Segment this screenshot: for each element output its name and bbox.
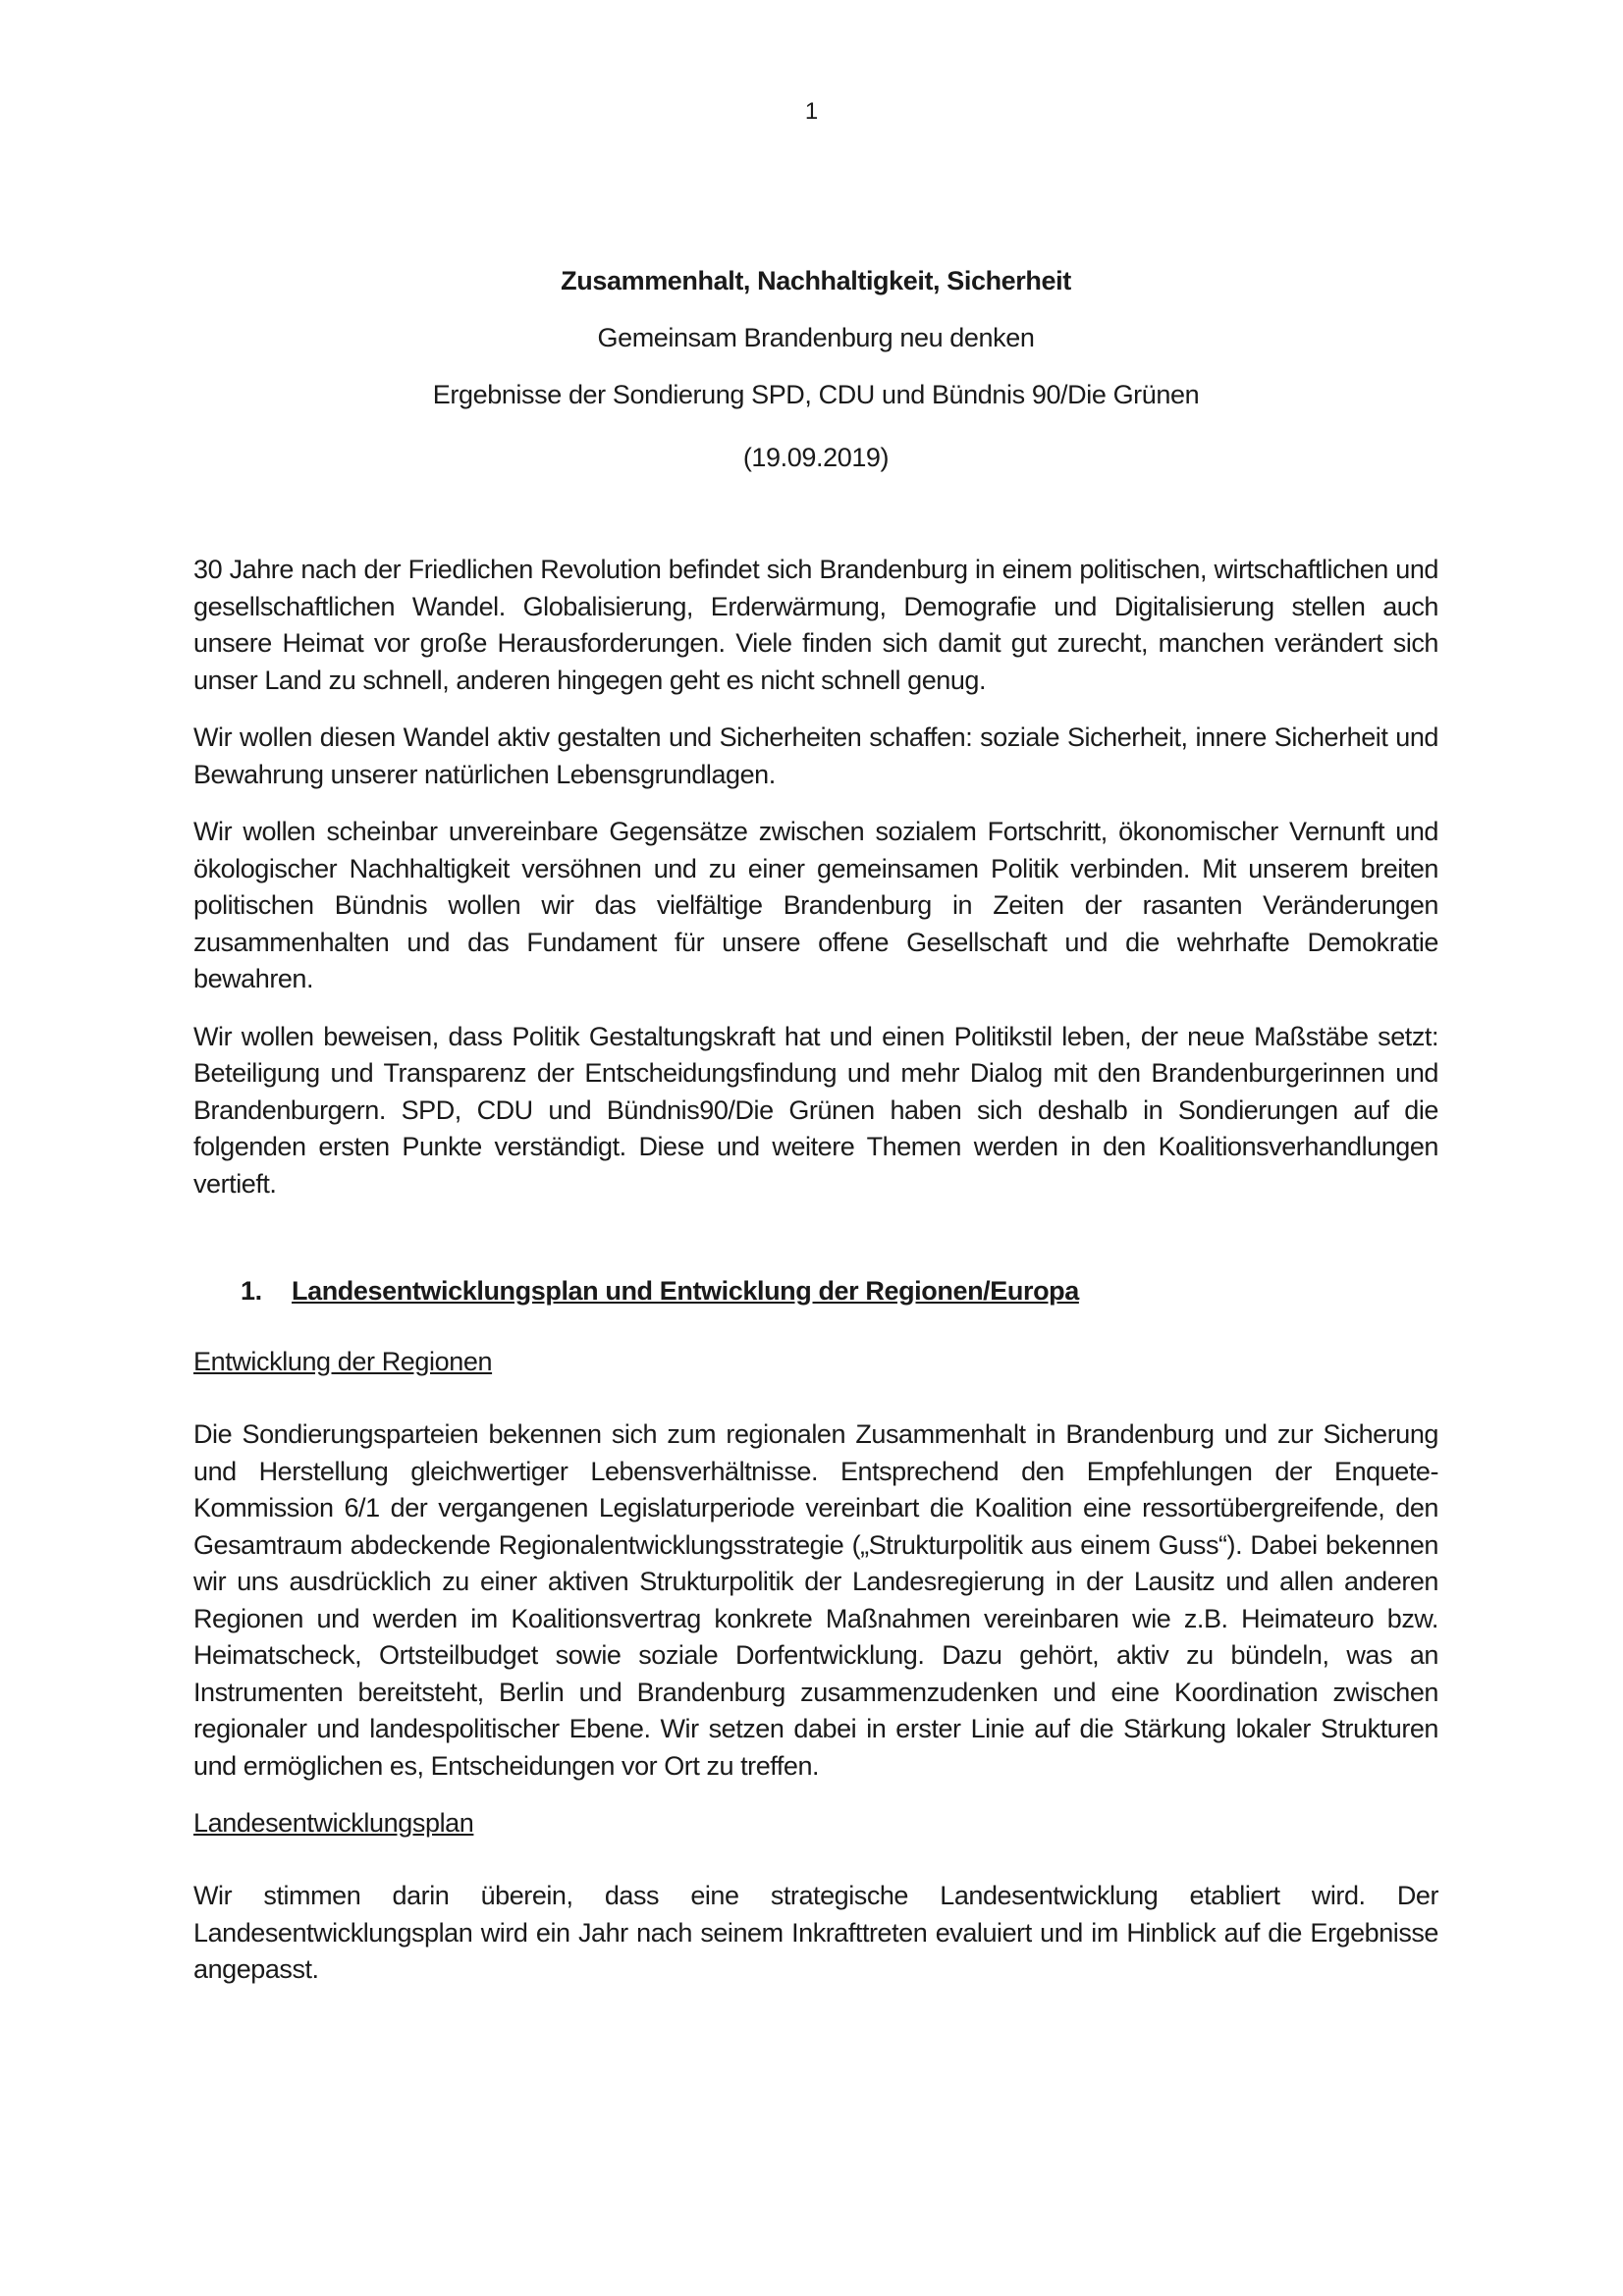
page-number: 1 [804,98,819,125]
document-title: Zusammenhalt, Nachhaltigkeit, Sicherheit [561,266,1071,295]
document-body [193,263,1438,2009]
intro-paragraph: Wir wollen beweisen, dass Politik Gestaltungskraft hat und einen Politikstil leben, der neue Maßstäbe setzt: Beteiligung und Transparenz der Entscheidungsfindung und mehr Dialog mit den Brandenburgerinnen und Brandenburgern. SPD, CDU und Bündnis90/Die Grünen haben sich deshalb in Sondierungen auf die folgenden ersten Punkte verständigt. Diese und weitere Themen werden in den Koalitionsverhandlungen vertieft. [193,1021,1438,1199]
section-heading [241,1273,1438,1308]
document-subtitle: Gemeinsam Brandenburg neu denken [597,323,1035,352]
section-title: Landesentwicklungsplan und Entwicklung der Regionen/Europa [292,1276,1079,1306]
development-plan-paragraph: Wir stimmen darin überein, dass eine strategische Landesentwicklung etabliert wird. Der Landesentwicklungsplan wird ein Jahr nach seinem Inkrafttreten evaluiert und im Hinblick auf die Ergebnisse angepasst. [193,1881,1438,1984]
intro-paragraph: Wir wollen scheinbar unvereinbare Gegensätze zwischen sozialem Fortschritt, ökonomischer Vernunft und ökologischer Nachhaltigkeit versöhnen und zu einer gemeinsamen Politik verbinden. Mit unserem breiten politischen Bündnis wollen wir das vielfältige Brandenburg in Zeiten der rasanten Veränderungen zusammenhalten und das Fundament für unsere offene Gesellschaft und die wehrhafte Demokratie bewahren. [193,817,1438,993]
section-number: 1. [241,1276,262,1306]
intro-paragraph: Wir wollen diesen Wandel aktiv gestalten und Sicherheiten schaffen: soziale Sicherheit, innere Sicherheit und Bewahrung unserer natürlichen Lebensgrundlagen. [193,722,1438,789]
document-date: (19.09.2019) [742,443,890,472]
regions-paragraph: Die Sondierungsparteien bekennen sich zum regionalen Zusammenhalt in Brandenburg und zur Sicherung und Herstellung gleichwertiger Lebensverhältnisse. Entsprechend den Empfehlungen der Enquete-Kommission 6/1 der vergangenen Legislaturperiode vereinbart die Koalition eine ressortübergreifende, den Gesamtraum abdeckende Regionalentwicklungsstrategie („Strukturpolitik aus einem Guss“). Dabei bekennen wir uns ausdrücklich zu einer aktiven Strukturpolitik der Landesregierung in der Lausitz und allen anderen Regionen und werden im Koalitionsvertrag konkrete Maßnahmen vereinbaren wie z.B. Heimateuro bzw. Heimatscheck, Ortsteilbudget sowie soziale Dorfentwicklung. Dazu gehört, aktiv zu bündeln, was an Instrumenten bereitsteht, Berlin und Brandenburg zusammenzudenken und eine Koordination zwischen regionaler und landespolitischer Ebene. Wir setzen dabei in erster Linie auf die Stärkung lokaler Strukturen und ermöglichen es, Entscheidungen vor Ort zu treffen. [193,1419,1438,1781]
intro-paragraph: 30 Jahre nach der Friedlichen Revolution befindet sich Brandenburg in einem politischen, wirtschaftlichen und gesellschaftlichen Wandel. Globalisierung, Erderwärmung, Demografie und Digitalisierung stellen auch unsere Heimat vor große Herausforderungen. Viele finden sich damit gut zurecht, manchen verändert sich unser Land zu schnell, anderen hingegen geht es nicht schnell genug. [193,555,1438,695]
document-subtitle-results: Ergebnisse der Sondierung SPD, CDU und Bündnis 90/Die Grünen [432,380,1200,409]
subsection-heading-development-plan: Landesentwicklungsplan [193,1808,474,1838]
subsection-heading-regions: Entwicklung der Regionen [193,1347,493,1376]
